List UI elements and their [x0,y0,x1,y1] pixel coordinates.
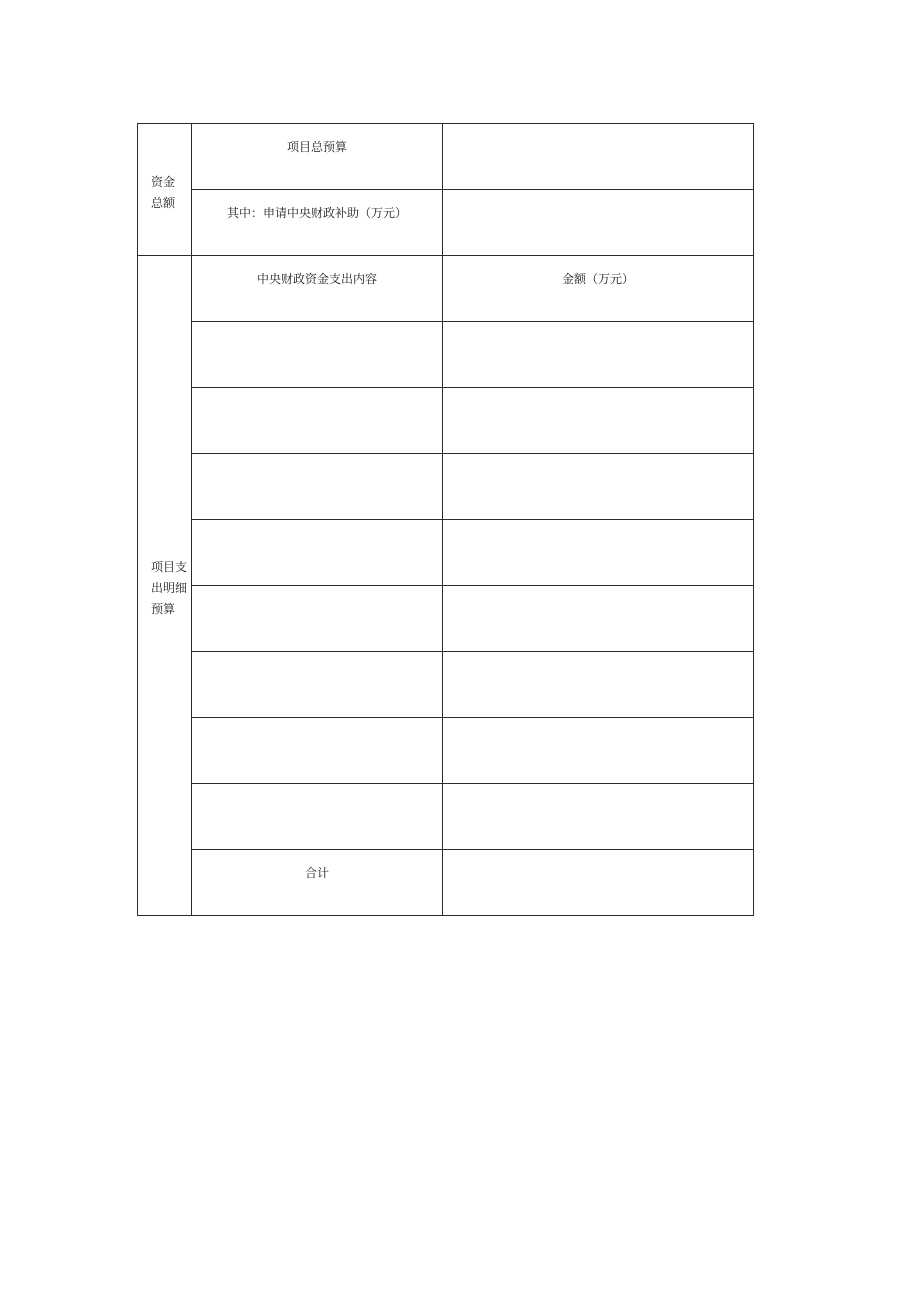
expense-content-header: 中央财政资金支出内容 [192,256,443,322]
expense-detail-label-line: 预算 [151,602,176,616]
expense-content-cell[interactable] [192,388,443,454]
expense-amount-cell[interactable] [443,388,754,454]
expense-amount-cell[interactable] [443,520,754,586]
total-budget-value-cell[interactable] [443,124,754,190]
expense-amount-cell[interactable] [443,454,754,520]
expense-detail-label-line: 项目支 [151,560,188,574]
table-row [138,784,754,850]
table-row [138,586,754,652]
expense-content-cell[interactable] [192,586,443,652]
total-row [138,850,754,916]
amount-header: 金额（万元） [443,256,754,322]
expense-amount-cell[interactable] [443,718,754,784]
table-row [138,124,754,190]
table-row [138,190,754,256]
expense-content-cell[interactable] [192,322,443,388]
fund-total-label-line: 资金 [151,174,176,189]
table-row [138,454,754,520]
expense-detail-section-label [138,256,192,916]
table-header-row [138,256,754,322]
table-row [138,322,754,388]
expense-content-cell[interactable] [192,784,443,850]
expense-amount-cell[interactable] [443,586,754,652]
total-amount-cell[interactable] [443,850,754,916]
table-row [138,718,754,784]
table-row [138,520,754,586]
fund-total-label-line: 总额 [151,195,176,210]
table-row [138,652,754,718]
expense-content-cell[interactable] [192,652,443,718]
expense-amount-cell[interactable] [443,322,754,388]
expense-content-cell[interactable] [192,454,443,520]
expense-amount-cell[interactable] [443,652,754,718]
table-row [138,388,754,454]
expense-content-cell[interactable] [192,718,443,784]
budget-form-table [137,123,754,916]
central-subsidy-value-cell[interactable] [443,190,754,256]
expense-content-cell[interactable] [192,520,443,586]
total-budget-label: 项目总预算 [192,124,443,190]
expense-amount-cell[interactable] [443,784,754,850]
fund-total-section-label [138,124,192,256]
central-subsidy-label: 其中：申请中央财政补助（万元） [192,190,443,256]
total-label: 合计 [192,850,443,916]
expense-detail-label-line: 出明细 [151,581,188,595]
